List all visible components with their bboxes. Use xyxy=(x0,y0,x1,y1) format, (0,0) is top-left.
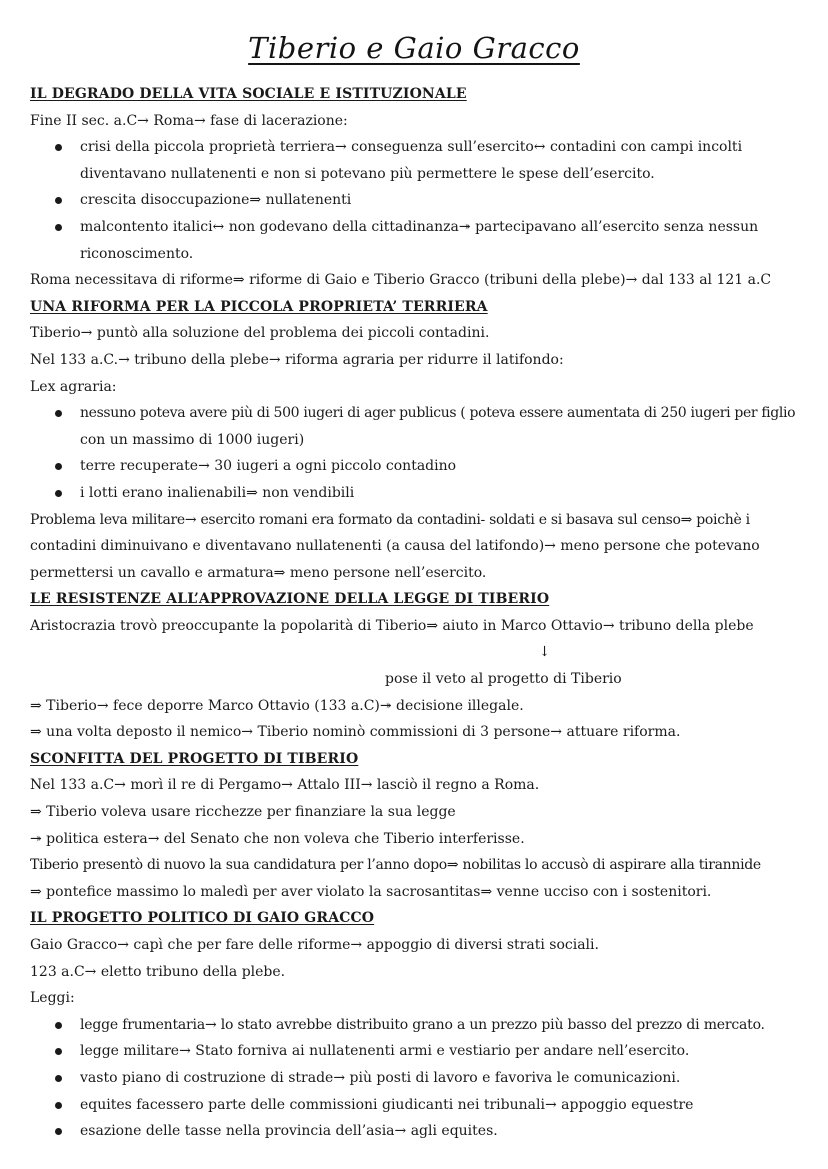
list-item: malcontento italici↔ non godevano della cittadinanza↠ partecipavano all’esercito senza nessun xyxy=(30,214,814,241)
bullet-icon xyxy=(55,490,62,497)
paragraph: Tiberio→ puntò alla soluzione del problema dei piccoli contadini. xyxy=(30,325,490,342)
paragraph: Leggi: xyxy=(30,990,75,1007)
paragraph: Tiberio presentò di nuovo la sua candidatura per l’anno dopo⇒ nobilitas lo accusò di aspirare alla tirannide xyxy=(30,857,761,874)
list-item: legge militare→ Stato forniva ai nullatenenti armi e vestiario per andare nell’esercito. xyxy=(30,1038,814,1065)
section-heading-gaio: IL PROGETTO POLITICO DI GAIO GRACCO xyxy=(30,910,375,927)
section-heading-riforma: UNA RIFORMA PER LA PICCOLA PROPRIETA’ TERRIERA xyxy=(30,298,488,315)
paragraph: ↠ politica estera→ del Senato che non voleva che Tiberio interferisse. xyxy=(30,830,525,847)
bullet-icon xyxy=(55,1128,62,1135)
list-item: i lotti erano inalienabili⇒ non vendibili xyxy=(30,480,814,507)
list-item: nessuno poteva avere più di 500 iugeri di ager publicus ( poteva essere aumentata di 250 iugeri per figlio xyxy=(30,400,814,427)
list-item-continuation: diventavano nullatenenti e non si potevano più permettere le spese dell’esercito. xyxy=(80,165,655,182)
down-arrow-icon: ↓ xyxy=(538,644,551,661)
paragraph: pose il veto al progetto di Tiberio xyxy=(385,671,622,688)
paragraph: ⇒ Tiberio voleva usare ricchezze per finanziare la sua legge xyxy=(30,804,456,821)
page-title: Tiberio e Gaio Gracco xyxy=(248,31,580,65)
list-item: terre recuperate→ 30 iugeri a ogni piccolo contadino xyxy=(30,453,814,480)
paragraph: Nel 133 a.C.→ tribuno della plebe→ riforma agraria per ridurre il latifondo: xyxy=(30,351,564,368)
section-heading-sconfitta: SCONFITTA DEL PROGETTO DI TIBERIO xyxy=(30,750,359,767)
paragraph: Fine II sec. a.C→ Roma→ fase di lacerazione: xyxy=(30,112,348,129)
bullet-icon xyxy=(55,1022,62,1029)
document-body xyxy=(30,81,814,1145)
paragraph: contadini diminuivano e diventavano nullatenenti (a causa del latifondo)→ meno persone che potevano xyxy=(30,538,760,555)
bullet-icon xyxy=(55,463,62,470)
list-item: esazione delle tasse nella provincia dell’asia→ agli equites. xyxy=(30,1118,814,1145)
paragraph: Nel 133 a.C→ morì il re di Pergamo→ Attalo III→ lasciò il regno a Roma. xyxy=(30,777,540,794)
bullet-icon xyxy=(55,144,62,151)
bullet-icon xyxy=(55,197,62,204)
paragraph: ⇒ Tiberio→ fece deporre Marco Ottavio (133 a.C)↠ decisione illegale. xyxy=(30,697,524,714)
list-item: legge frumentaria→ lo stato avrebbe distribuito grano a un prezzo più basso del prezzo di mercato. xyxy=(30,1012,814,1039)
paragraph: Problema leva militare→ esercito romani era formato da contadini- soldati e si basava sul censo⇒ poichè i xyxy=(30,511,750,528)
section-heading-resistenze: LE RESISTENZE ALL’APPROVAZIONE DELLA LEGGE DI TIBERIO xyxy=(30,591,550,608)
list-item-continuation: con un massimo di 1000 iugeri) xyxy=(80,431,305,448)
paragraph: Roma necessitava di riforme⇒ riforme di Gaio e Tiberio Gracco (tribuni della plebe)→ dal 133 al 121 a.C xyxy=(30,272,772,289)
bullet-icon xyxy=(55,1075,62,1082)
list-item: equites facessero parte delle commissioni giudicanti nei tribunali→ appoggio equestre xyxy=(30,1092,814,1119)
bullet-icon xyxy=(55,410,62,417)
paragraph: Lex agraria: xyxy=(30,378,117,395)
list-item: vasto piano di costruzione di strade→ più posti di lavoro e favoriva le comunicazioni. xyxy=(30,1065,814,1092)
bullet-icon xyxy=(55,1102,62,1109)
paragraph: Aristocrazia trovò preoccupante la popolarità di Tiberio⇒ aiuto in Marco Ottavio→ tribuno della plebe xyxy=(30,617,754,634)
paragraph: ⇒ una volta deposto il nemico→ Tiberio nominò commissioni di 3 persone→ attuare riforma. xyxy=(30,724,681,741)
list-item: crisi della piccola proprietà terriera→ conseguenza sull’esercito↔ contadini con campi incolti xyxy=(30,134,814,161)
list-item-continuation: riconoscimento. xyxy=(80,245,194,262)
section-heading-degrado: IL DEGRADO DELLA VITA SOCIALE E ISTITUZIONALE xyxy=(30,86,467,102)
bullet-icon xyxy=(55,224,62,231)
paragraph: ⇒ pontefice massimo lo maledì per aver violato la sacrosantitas⇒ venne ucciso con i sostenitori. xyxy=(30,883,712,900)
bullet-icon xyxy=(55,1048,62,1055)
list-item: crescita disoccupazione⇒ nullatenenti xyxy=(30,187,814,214)
paragraph: Gaio Gracco→ capì che per fare delle riforme→ appoggio di diversi strati sociali. xyxy=(30,937,599,953)
paragraph: permettersi un cavallo e armatura⇒ meno persone nell’esercito. xyxy=(30,564,487,581)
paragraph: 123 a.C→ eletto tribuno della plebe. xyxy=(30,963,286,980)
